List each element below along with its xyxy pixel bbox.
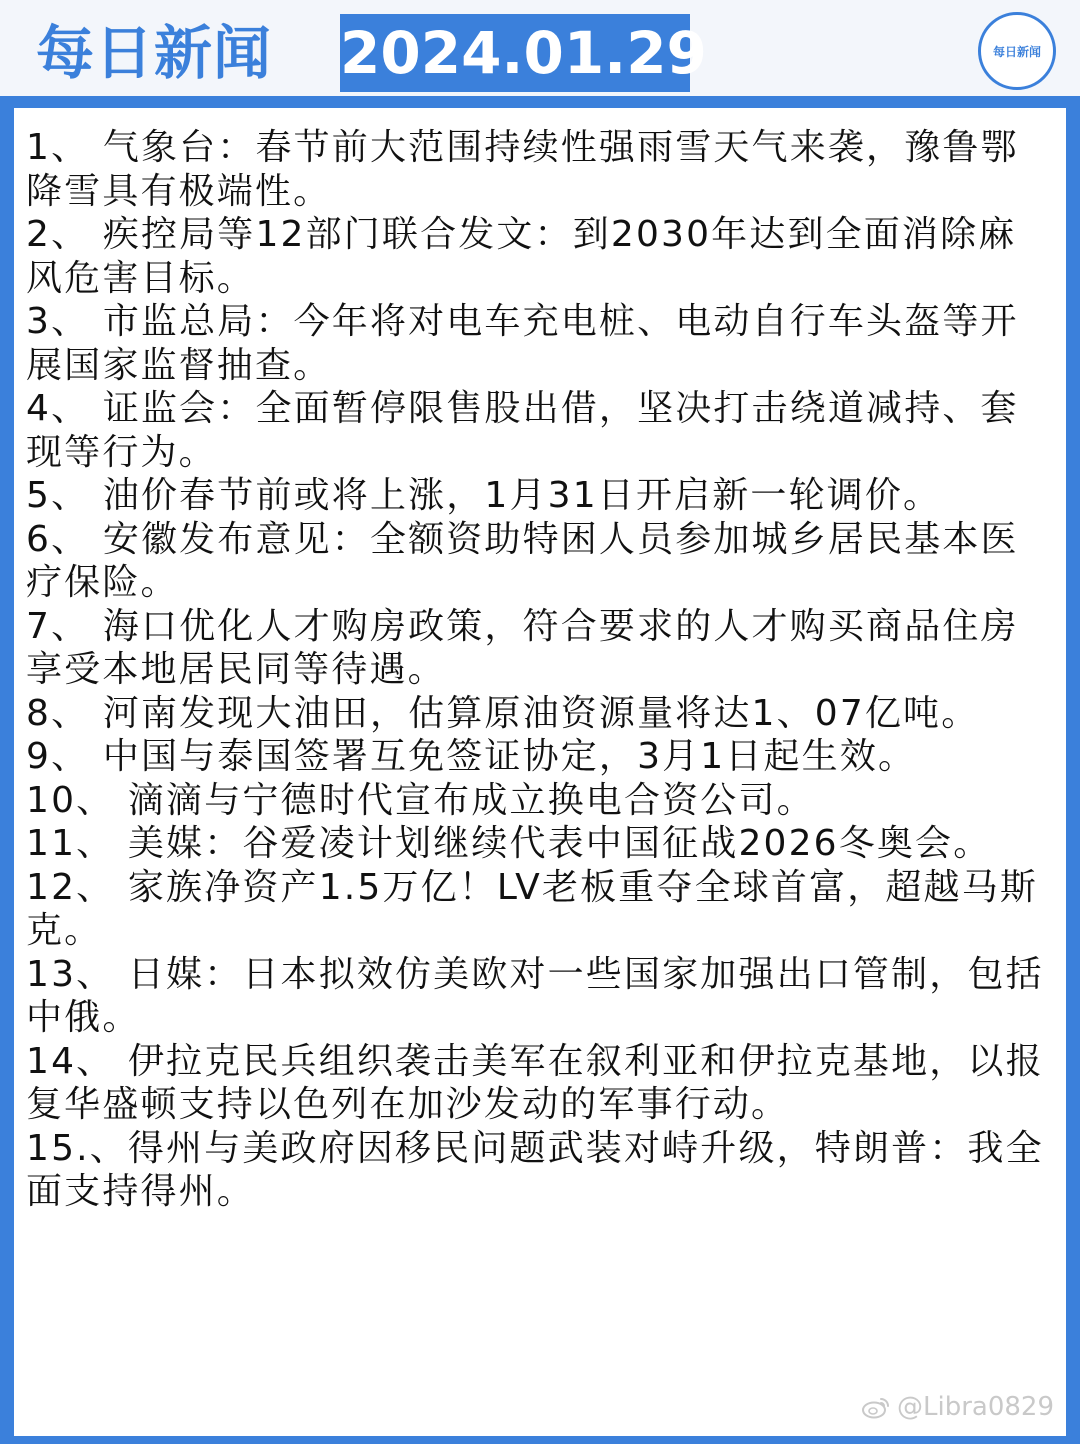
news-item-1: 1、 气象台：春节前大范围持续性强雨雪天气来袭，豫鲁鄂降雪具有极端性。 (26, 127, 1019, 212)
news-item-13: 13、 日媒：日本拟效仿美欧对一些国家加强出口管制，包括中俄。 (26, 953, 1044, 1038)
news-item-14: 14、 伊拉克民兵组织袭击美军在叙利亚和伊拉克基地，以报复华盛顿支持以色列在加沙发动的军事行动。 (26, 1040, 1044, 1125)
news-item-7: 7、 海口优化人才购房政策，符合要求的人才购买商品住房享受本地居民同等待遇。 (26, 605, 1019, 690)
content-panel (14, 108, 1066, 1436)
news-item-8: 8、 河南发现大油田，估算原油资源量将达1、07亿吨。 (26, 692, 980, 734)
news-item-3: 3、 市监总局：今年将对电车充电桩、电动自行车头盔等开展国家监督抽查。 (26, 301, 1019, 386)
logo (978, 12, 1056, 90)
news-item-15: 15.、得州与美政府因移民问题武装对峙升级，特朗普：我全面支持得州。 (26, 1127, 1044, 1212)
watermark-text: @Libra0829 (896, 1392, 1054, 1422)
news-item-9: 9、 中国与泰国签署互免签证协定，3月1日起生效。 (26, 736, 917, 777)
news-item-11: 11、 美媒：谷爱凌计划继续代表中国征战2026冬奥会。 (26, 823, 992, 864)
news-list (14, 108, 1066, 1214)
news-item-2: 2、 疾控局等12部门联合发文：到2030年达到全面消除麻风危害目标。 (26, 214, 1017, 299)
news-item-10: 10、 滴滴与宁德时代宣布成立换电合资公司。 (26, 779, 815, 821)
weibo-icon (861, 1395, 891, 1419)
news-item-12: 12、 家族净资产1.5万亿！LV老板重夺全球首富，超越马斯克。 (26, 866, 1039, 951)
news-item-5: 5、 油价春节前或将上涨，1月31日开启新一轮调价。 (26, 475, 942, 516)
news-item-4: 4、 证监会：全面暂停限售股出借，坚决打击绕道减持、套现等行为。 (26, 388, 1019, 473)
date-badge: 2024.01.29 (340, 14, 690, 92)
logo-text: 每日新闻 (992, 44, 1041, 59)
news-item-6: 6、 安徽发布意见：全额资助特困人员参加城乡居民基本医疗保险。 (26, 518, 1019, 603)
watermark (861, 1392, 1054, 1422)
page-title: 每日新闻 (36, 19, 273, 87)
header (0, 0, 1080, 96)
content-frame (0, 96, 1080, 1444)
